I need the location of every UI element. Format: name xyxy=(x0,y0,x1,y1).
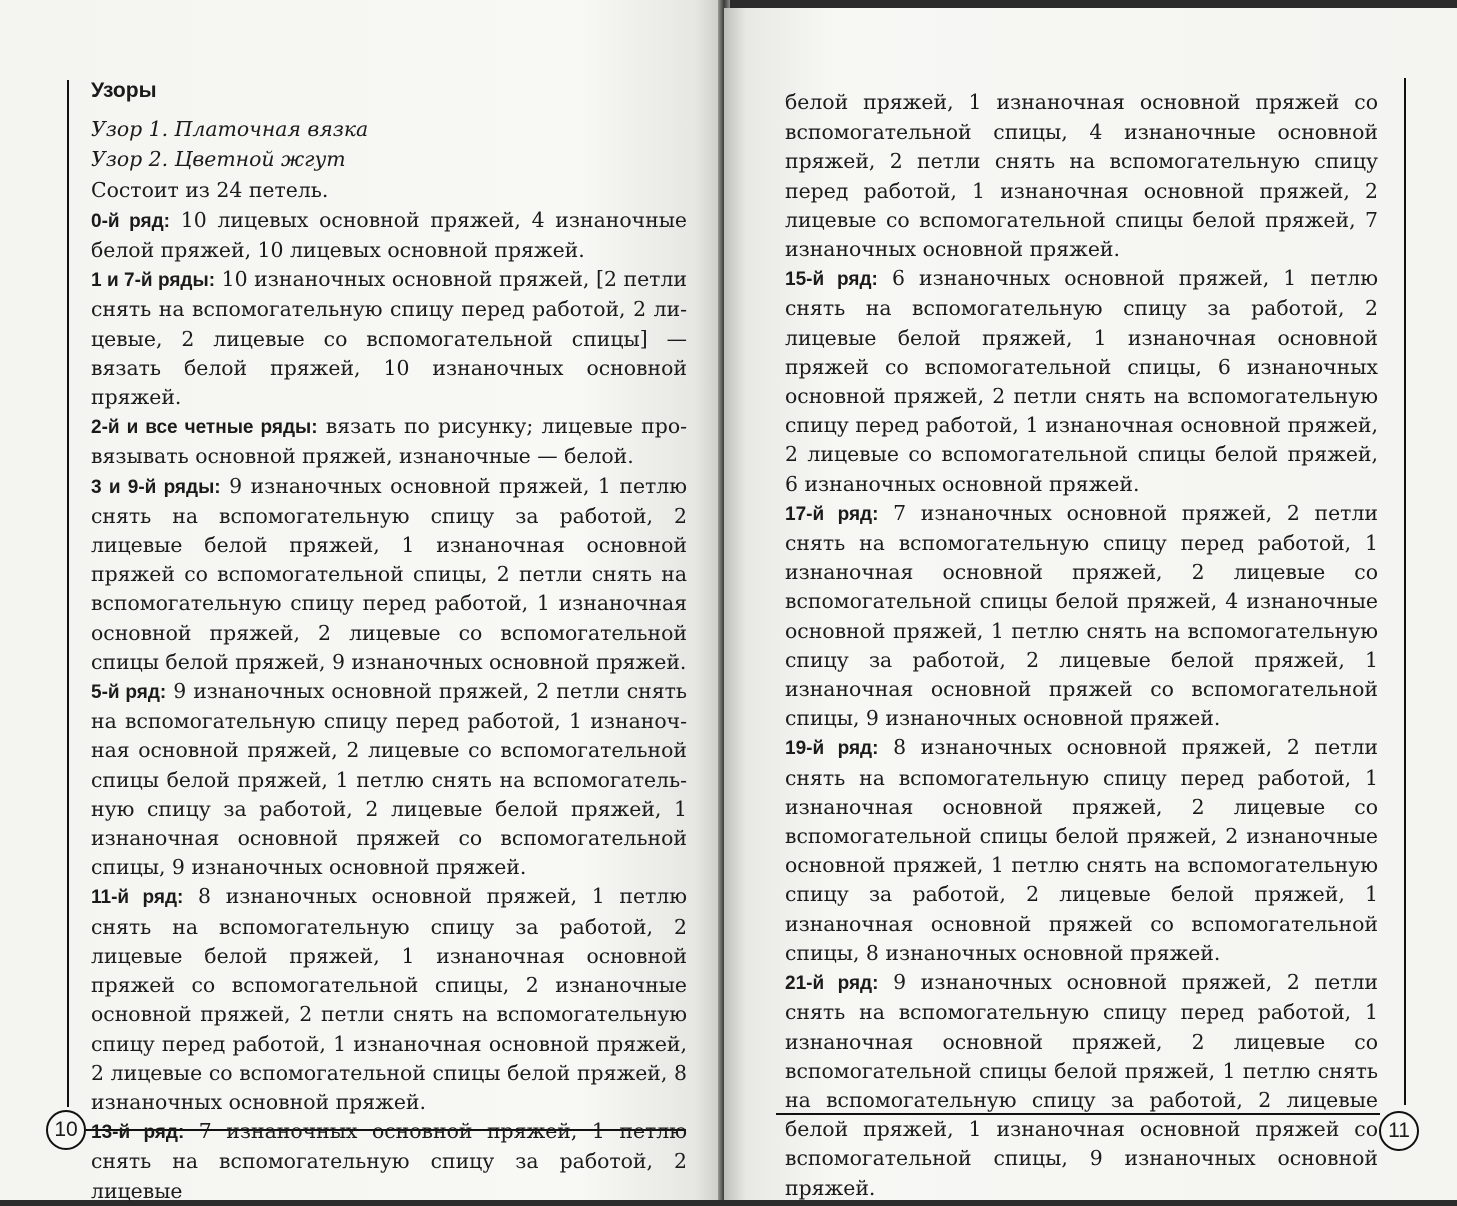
left-margin-rule xyxy=(67,80,69,1107)
paragraph-text: белой пряжей, 1 изнаночная основной пряжей со вспомогательной спицы, 4 изнаночные основной пряжей, 2 петли снять на вспомогательную спицу перед работой, 1 изнаночная основной пряжей, 2 лицевые со вспомогательной спицы белой пряжей, 7 изнаночных основной пряжей. xyxy=(785,90,1378,262)
section-heading: Узоры xyxy=(91,79,157,102)
paragraph-text: 9 изнаночных основной пряжей, 2 петли снять на вспомогательную спицу перед работой, 1 изнаночная основной пряжей, 2 лицевые со вспомогательной спицы белой пряжей, 1 петлю снять на вспомогательную спицу за работой, 2 лицевые белой пряжей, 1 изнаночная основной пряжей со вспомогательной спицы, 9 изнаночных основной пряжей. xyxy=(785,970,1378,1200)
row-label: 11-й ряд: xyxy=(91,887,184,909)
row-label: 3 и 9-й ряды: xyxy=(91,476,221,498)
row-label: 19-й ряд: xyxy=(785,738,879,760)
left-page xyxy=(0,0,724,1203)
right-paragraphs xyxy=(785,88,1378,1203)
paragraph xyxy=(91,472,687,677)
paragraph xyxy=(91,206,687,265)
right-margin-rule xyxy=(1404,78,1406,1105)
paragraph xyxy=(785,733,1378,968)
paragraph xyxy=(785,499,1378,734)
paragraph-text: 9 изнаночных основной пряжей, 1 петлю снять на вспомогательную спицу за работой, 2 лицевые белой пряжей, 1 изнаночная основной пряжей со вспомогательной спицы, 2 петли снять на вспомогательную спицу перед работой, 1 изнаночная основной пряжей, 2 лицевые со вспомогательной спицы белой пряжей, 9 изнаночных основной пряжей. xyxy=(91,473,687,674)
paragraph xyxy=(91,1117,687,1206)
paragraph xyxy=(91,145,687,175)
left-paragraphs xyxy=(91,115,687,1206)
row-label: 5-й ряд: xyxy=(91,682,167,704)
row-label: 13-й ряд: xyxy=(91,1122,185,1144)
row-label: 1 и 7-й ряды: xyxy=(91,270,216,292)
paragraph xyxy=(91,677,687,882)
paragraph-text: 8 изнаночных основной пряжей, 2 петли снять на вспомогательную спицу перед работой, 1 изнаночная основной пряжей, 2 лицевые со вспомогательной спицы белой пряжей, 2 изнаночные основной пряжей, 1 петлю снять на вспомогательную спицу за работой, 2 лицевые белой пряжей, 1 изнаночная основной пряжей со вспомогательной спицы, 8 изнаночных основной пряжей. xyxy=(785,735,1378,965)
page-number-right: 11 xyxy=(1379,1111,1419,1151)
paragraph-text: 7 изнаночных основной пряжей, 1 петлю снять на вспомогательную спицу за работой, 2 лицевые xyxy=(91,1119,688,1203)
row-label: 0-й ряд: xyxy=(91,210,170,232)
paragraph-text: Узор 1. Платочная вязка xyxy=(91,117,369,142)
paragraph-text: 7 изнаночных основной пряжей, 2 петли снять на вспомогательную спицу перед работой, 1 изнаночная основной пряжей, 2 лицевые со вспомогательной спицы белой пряжей, 4 изнаночные основной пряжей, 1 петлю снять на вспомогательную спицу за работой, 2 лицевые белой пряжей, 1 изнаночная основной пряжей со вспомогательной спицы, 9 изнаночных основной пряжей. xyxy=(785,500,1378,731)
paragraph-text: вязать по рисунку; лицевые провязывать основной пряжей, изнаночные — белой. xyxy=(91,414,687,469)
paragraph xyxy=(785,88,1378,264)
paragraph-text: 10 изнаночных основной пряжей, [2 петли снять на вспомогательную спицу перед работой, 2 лицевые, 2 лицевые со вспомогательной спицы] — вязать белой пряжей, 10 изнаночных основной пряжей. xyxy=(91,267,687,410)
left-text-column xyxy=(91,76,687,1206)
right-page xyxy=(724,8,1457,1200)
paragraph xyxy=(91,265,687,412)
paragraph xyxy=(785,264,1378,499)
right-text-column xyxy=(785,88,1378,1203)
row-label: 21-й ряд: xyxy=(785,973,879,995)
paragraph xyxy=(91,176,687,206)
paragraph-text: 9 изнаночных основной пряжей, 2 петли снять на вспомогательную спицу перед работой, 1 изнаночная основной пряжей, 2 лицевые со вспомогательной спицы белой пряжей, 1 петлю снять на вспомогательную спицу за работой, 2 лицевые белой пряжей, 1 изнаночная основной пряжей со вспомогательной спицы, 9 изнаночных основной пряжей. xyxy=(91,679,687,880)
paragraph xyxy=(785,968,1378,1203)
paragraph-text: Узор 2. Цветной жгут xyxy=(91,147,346,172)
paragraph xyxy=(91,412,687,471)
paragraph xyxy=(91,115,687,145)
paragraph xyxy=(91,882,687,1117)
page-number-left: 10 xyxy=(46,1110,86,1150)
row-label: 17-й ряд: xyxy=(785,503,879,525)
paragraph-text: 6 изнаночных основной пряжей, 1 петлю снять на вспомогательную спицу за работой, 2 лицевые белой пряжей, 1 изнаночная основной пряжей со вспомогательной спицы, 6 изнаночных основной пряжей, 2 петли снять на вспомогательную спицу перед работой, 1 изнаночная основной пряжей, 2 лицевые со вспомогательной спицы белой пряжей, 6 изнаночных основной пряжей. xyxy=(785,266,1378,496)
paragraph-text: 10 лицевых основной пряжей, 4 изнаночные белой пряжей, 10 лицевых основной пряжей. xyxy=(91,207,687,263)
paragraph-text: Состоит из 24 петель. xyxy=(91,177,329,202)
row-label: 2-й и все четные ряды: xyxy=(91,417,318,439)
row-label: 15-й ряд: xyxy=(785,269,878,291)
paragraph-text: 8 изнаночных основной пряжей, 1 петлю снять на вспомогательную спицу за работой, 2 лицевые белой пряжей, 1 изнаночная основной пряжей со вспомогательной спицы, 2 изнаночные основной пряжей, 2 петли снять на вспомогательную спицу перед работой, 1 изнаночная основной пряжей, 2 лицевые со вспомогательной спицы белой пряжей, 8 изнаночных основной пряжей. xyxy=(91,884,687,1114)
